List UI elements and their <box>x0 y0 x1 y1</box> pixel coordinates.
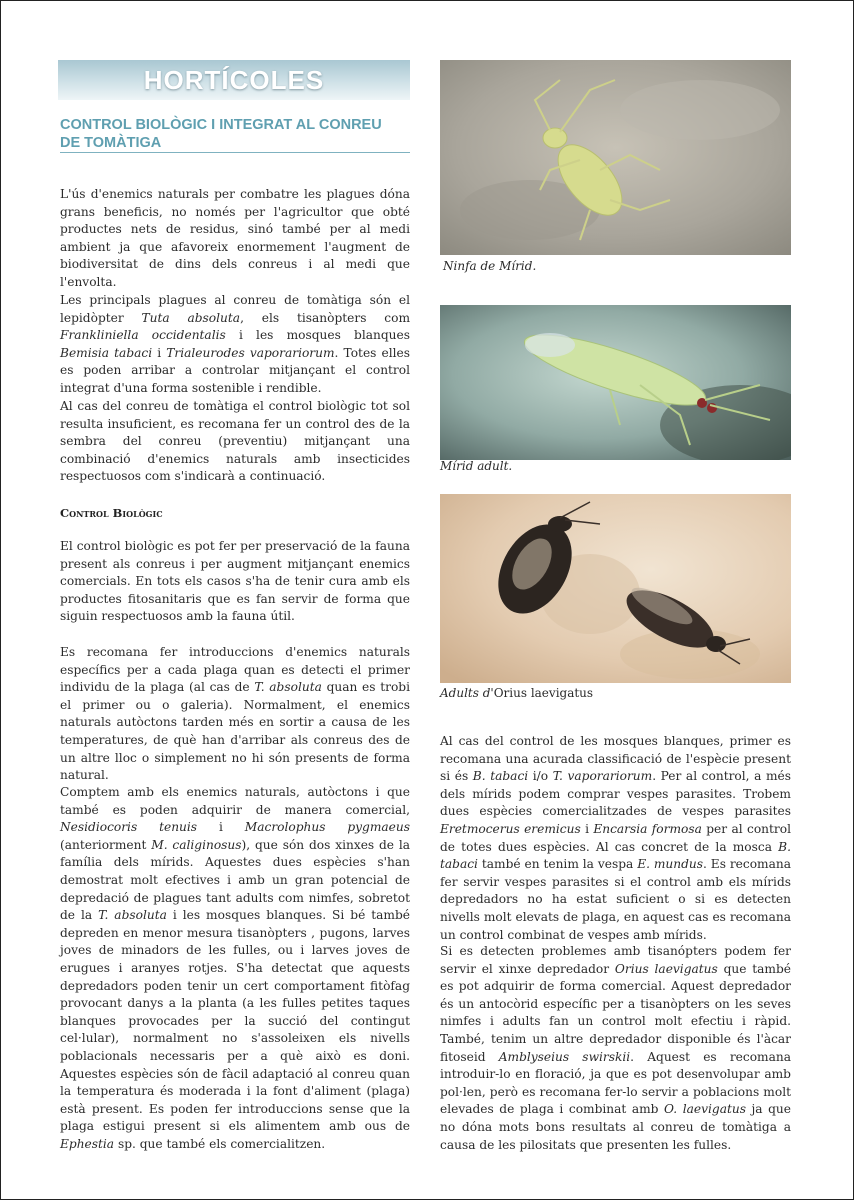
rp1-e: . Per al control, a més dels mírids podem comprar vespes parasites. Trobem dues espècies comercialitzades de vespes parasites <box>440 769 791 819</box>
p6-j: Ephestia <box>60 1136 115 1151</box>
paragraph-3-text: Al cas del conreu de tomàtiga el control biològic tot sol resulta insuficient, es recomana fer un control des de la sembra del conreu (preventiu) mitjançant una combinació d'enemics naturals amb insecticides respectuosos com s'indicarà a continuació. <box>60 399 410 484</box>
paragraph-1-text: L'ús d'enemics naturals per combatre les plagues dóna grans beneficis, no només per l'agricultor que obté productes nets de residus, sinó també per al medi ambient ja que afavoreix enormement l'augment de biodiversitat de dins dels conreus i al medi que l'envolta. <box>60 187 410 289</box>
rp1-l: E. mundus <box>637 857 704 872</box>
p6-h: T. absoluta <box>98 908 167 923</box>
rp1-a: Al cas del control de les mosques blanques, primer es recomana una acurada classificació de l'espècie present si és <box>440 734 791 784</box>
paragraph-introductions <box>60 644 410 785</box>
photo-mirid-nymph <box>440 60 791 255</box>
rp2-b: Orius laevigatus <box>614 961 718 976</box>
rp1-c: i/o <box>528 769 553 784</box>
paragraph-thrips <box>440 943 791 1154</box>
paragraph-whiteflies <box>440 733 791 944</box>
p6-e: (anteriorment <box>60 837 152 852</box>
p6-b: Nesidiocoris tenuis <box>60 820 198 835</box>
rp1-j: B. tabaci <box>440 839 791 872</box>
caption-mirid-nymph: Ninfa de Mírid. <box>443 259 537 273</box>
paragraph-natural-enemies <box>60 784 410 1153</box>
section-banner <box>58 60 410 100</box>
photo-orius-adults <box>440 494 791 683</box>
rp2-a: Si es detecten problemes amb tisanópters podem fer servir el xinxe depredador <box>440 944 791 976</box>
page-title: HORTÍCOLES <box>143 64 325 95</box>
rp1-f: Eretmocerus eremicus <box>440 821 581 836</box>
subtitle-line-2: DE TOMÀTIGA <box>60 135 162 151</box>
paragraph-biological-control <box>60 538 410 626</box>
p2-a: Les principals plagues al conreu de tomàtiga són el lepidòpter <box>60 293 410 325</box>
rp1-d: T. vaporariorum <box>552 769 653 784</box>
p6-c: i <box>197 820 245 835</box>
rp1-g: i <box>580 821 594 836</box>
p2-f: Bemisia tabaci <box>60 345 153 360</box>
p6-f: M. caliginosus <box>151 837 242 852</box>
p2-i: . Totes elles es poden arribar a controlar mitjançant el control integrat d'una forma sostenible i rendible. <box>60 345 411 395</box>
article-subtitle <box>60 116 412 152</box>
caption-adult-mirid: Mírid adult. <box>440 459 513 473</box>
photo-adult-mirid <box>440 305 791 460</box>
p6-i: i les mosques blanques. Si bé també depreden en menor mesura tisanòpters , pugons, larves joves de minadors de les fulles, ou i larves joves de erugues i aranyes rotjes. S'ha detectat que aquests depredadors poden tenir un cert comportament fitòfag provocant danys a la planta (a les fulles petites taques blanques provocades per la succió del contingut cel·lular), normalment no s'assoleixen els nivells poblacionals necessaris per a què això es doni. Aquestes espècies són de fàcil adaptació al conreu quan la temperatura és moderada i la font d'aliment (plaga) està present. Es poden fer introduccions sense que la plaga estigui present si els alimentem amb ous de <box>60 908 410 1134</box>
caption-3-species: Orius laevigatus <box>493 686 594 700</box>
subtitle-underline <box>60 152 410 153</box>
p2-b: Tuta absoluta <box>141 310 241 325</box>
p6-k: sp. que també els comercialitzen. <box>114 1136 326 1151</box>
rp1-m: . Es recomana fer servir vespes parasites si el control amb els mírids depredadors no ha estat suficient o si es detecten nivells molt elevats de plaga, en aquest cas es recomana un control combinat de vespes amb mírids. <box>440 857 791 942</box>
rp2-g: ja que no dóna mots bons resultats al conreu de tomàtiga a causa de les pilositats que presenten les fulles. <box>440 1102 791 1152</box>
p2-c: , els tisanòpters com <box>240 310 410 325</box>
p6-d: Macrolophus pygmaeus <box>244 820 410 835</box>
rp1-h: Encarsia formosa <box>593 821 702 836</box>
p2-d: Frankliniella occidentalis <box>60 328 226 343</box>
subtitle-line-1: CONTROL BIOLÒGIC I INTEGRAT AL CONREU <box>60 117 382 133</box>
rp1-b: B. tabaci <box>472 769 529 784</box>
section-heading-biological-control: Control Biològic <box>60 506 163 520</box>
rp2-c: que també es pot adquirir de forma comercial. Aquest depredador és un antocòrid específic per a tisanòpters on les seves nimfes i adults fan un control molt efectiu i ràpid. També, tenim un altre depredador disponible és l'àcar fitoseid <box>440 961 792 1064</box>
paragraph-4-text: El control biològic es pot fer per preservació de la fauna present als conreus i per augment mitjançant enemics comercials. En tots els casos s'ha de tenir cura amb els productes fitosanitaris que es fan servir de forma que siguin respectuosos amb la fauna útil. <box>60 539 410 624</box>
p5-c: quan es trobi el primer ou o galeria). Normalment, el enemics naturals autòctons tarden més en sortir a causa de les temperatures, de què han d'arribar als conreus des de un altre lloc o simplement no hi són presents de forma natural. <box>60 680 410 783</box>
paragraph-intro <box>60 186 410 292</box>
p2-h: Trialeurodes vaporariorum <box>166 345 335 360</box>
p2-g: i <box>152 345 167 360</box>
rp2-f: O. laevigatus <box>664 1102 746 1117</box>
p6-a: Comptem amb els enemics naturals, autòctons i que també es poden adquirir de manera comercial, <box>60 785 410 817</box>
rp1-k: també en tenim la vespa <box>477 857 638 872</box>
caption-3-prefix: Adults d' <box>440 686 494 700</box>
paragraph-main-pests <box>60 292 410 398</box>
p2-e: i les mosques blanques <box>225 328 410 343</box>
caption-orius-adults <box>440 686 593 700</box>
rp1-i: per al control de totes dues espècies. Al cas concret de la mosca <box>440 821 791 854</box>
p6-g: ), que són dos xinxes de la família dels mírids. Aquestes dues espècies s'han demostrat molt efectives i amb un gran potencial de depredació de plagues tant adults com nimfes, sobretot de la <box>60 837 410 923</box>
p5-a: Es recomana fer introduccions d'enemics naturals específics per a cada plaga quan es detecti el primer individu de la plaga (al cas de <box>60 645 410 695</box>
rp2-e: . Aquest es recomana introduir-lo en floració, ja que es pot desenvolupar amb pol·len, però es recomana fer-lo servir a poblacions molt elevades de plaga i combinat amb <box>440 1049 791 1117</box>
paragraph-tomato-control <box>60 398 410 486</box>
rp2-d: Amblyseius swirskii <box>498 1049 631 1064</box>
p5-b: T. absoluta <box>254 680 322 695</box>
